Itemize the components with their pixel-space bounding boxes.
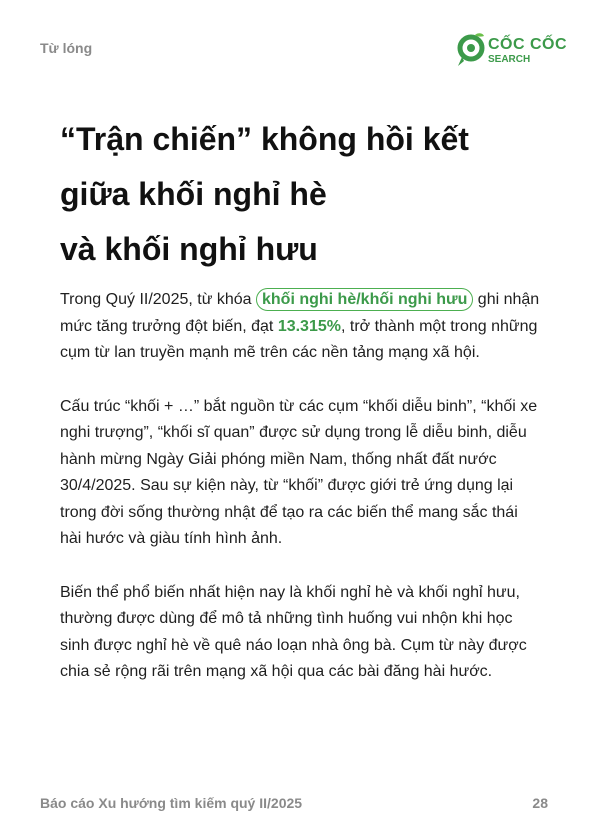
growth-value: 13.315%	[277, 317, 341, 335]
footer-report-title: Báo cáo Xu hướng tìm kiếm quý II/2025	[40, 795, 303, 811]
section-label: Từ lóng	[40, 40, 93, 56]
logo-name: CỐC CỐC	[488, 36, 568, 53]
title-line: và khối nghỉ hưu	[60, 231, 318, 267]
p1-before: Trong Quý II/2025, từ khóa	[60, 291, 256, 308]
coccoc-logo-icon	[455, 33, 485, 69]
coccoc-logo[interactable]	[455, 33, 567, 69]
page-number: 28	[532, 795, 548, 811]
article-body	[60, 287, 540, 713]
paragraph-3: Biến thể phổ biến nhất hiện nay là khối nghỉ hè và khối nghỉ hưu, thường được dùng để mô tả những tình huống vui nhộn khi học sinh được nghỉ hè về quê náo loạn nhà ông bà. Cụm từ này được chia sẻ rộng rãi trên mạng xã hội qua các bài đăng hài hước.	[60, 583, 527, 680]
p1-middle: ghi nhận mức tăng trưởng đột biến, đạt	[60, 291, 540, 335]
p1-after: , trở thành một trong những cụm từ lan truyền mạnh mẽ trên các nền tảng mạng xã hội.	[60, 317, 538, 361]
paragraph-1	[60, 287, 540, 367]
page-title	[60, 112, 550, 277]
paragraph-2: Cấu trúc “khối + …” bắt nguồn từ các cụm “khối diễu binh”, “khối xe nghi trượng”, “khối sĩ quan” được sử dụng trong lễ diễu binh, diễu hành mừng Ngày Giải phóng miền Nam, thống nhất đất nước 30/4/2025. Sau sự kiện này, từ “khối” được giới trẻ ứng dụng lại trong đời sống thường nhật để tạo ra các biến thể mang sắc thái hài hước và giàu tính hình ảnh.	[60, 397, 538, 547]
title-line: “Trận chiến” không hồi kết	[60, 121, 469, 157]
title-line: giữa khối nghỉ hè	[60, 176, 327, 212]
logo-sub: SEARCH	[488, 54, 531, 65]
keyword-pill: khối nghi hè/khối nghi hưu	[256, 288, 473, 311]
